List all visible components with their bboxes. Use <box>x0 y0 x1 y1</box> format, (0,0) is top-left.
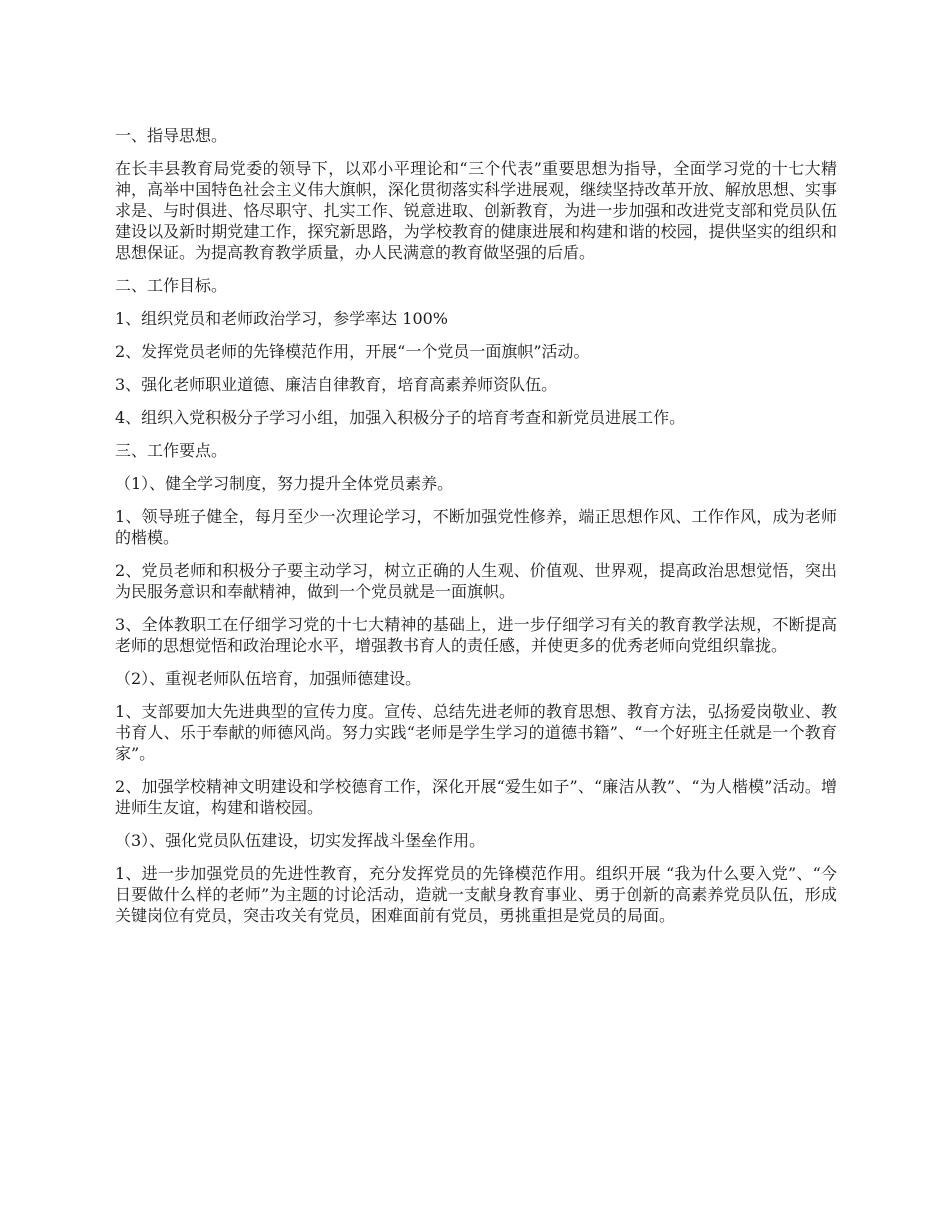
study-item-1: 1、领导班子健全，每月至少一次理论学习，不断加强党性修养，端正思想作风、工作作风，成为老师的楷模。 <box>115 507 837 547</box>
goal-item-2: 2、发挥党员老师的先锋模范作用，开展“一个党员一面旗帜”活动。 <box>115 342 590 361</box>
heading-work-points: 三、工作要点。 <box>115 441 228 460</box>
study-item-2: 2、党员老师和积极分子要主动学习，树立正确的人生观、价值观、世界观，提高政治思想觉悟，突出为民服务意识和奉献精神，做到一个党员就是一面旗帜。 <box>115 561 837 601</box>
subheading-study-system: （1）、健全学习制度，努力提升全体党员素养。 <box>115 474 454 493</box>
ethics-item-1: 1、支部要加大先进典型的宣传力度。宣传、总结先进老师的教育思想、教育方法，弘扬爱岗敬业、教书育人、乐于奉献的师德风尚。努力实践“老师是学生学习的道德书籍”、“一个好班主任就是一个教育家”。 <box>115 702 837 763</box>
paragraph-guiding-ideology: 在长丰县教育局党委的领导下，以邓小平理论和“三个代表”重要思想为指导，全面学习党的十七大精神，高举中国特色社会主义伟大旗帜，深化贯彻落实科学进展观，继续坚持改革开放、解放思想、实事求是、与时俱进、恪尽职守、扎实工作、锐意进取、创新教育，为进一步加强和改进党支部和党员队伍建设以及新时期党建工作，探究新思路，为学校教育的健康进展和构建和谐的校园，提供坚实的组织和思想保证。为提高教育教学质量，办人民满意的教育做坚强的后盾。 <box>115 159 837 262</box>
goal-item-4: 4、组织入党积极分子学习小组，加强入积极分子的培育考查和新党员进展工作。 <box>115 408 686 427</box>
goal-item-3: 3、强化老师职业道德、廉洁自律教育，培育高素养师资队伍。 <box>115 375 558 394</box>
subheading-teacher-ethics: （2）、重视老师队伍培育，加强师德建设。 <box>115 669 422 688</box>
heading-guiding-ideology: 一、指导思想。 <box>115 126 228 145</box>
goal-item-1: 1、组织党员和老师政治学习，参学率达 100% <box>115 309 449 328</box>
heading-work-goals: 二、工作目标。 <box>115 276 228 295</box>
ethics-item-2: 2、加强学校精神文明建设和学校德育工作，深化开展“爱生如子”、“廉洁从教”、“为人楷模”活动。增进师生友谊，构建和谐校园。 <box>115 777 837 817</box>
study-item-3: 3、全体教职工在仔细学习党的十七大精神的基础上，进一步仔细学习有关的教育教学法规，不断提高老师的思想觉悟和政治理论水平，增强教书育人的责任感，并使更多的优秀老师向党组织靠拢。 <box>115 615 837 655</box>
document-body <box>115 125 837 938</box>
party-item-1: 1、进一步加强党员的先进性教育，充分发挥党员的先锋模范作用。组织开展 “我为什么要入党”、“今日要做什么样的老师”为主题的讨论活动，造就一支献身教育事业、勇于创新的高素养党员队伍，形成关键岗位有党员，突击攻关有党员，困难面前有党员，勇挑重担是党员的局面。 <box>115 864 837 925</box>
subheading-party-building: （3）、强化党员队伍建设，切实发挥战斗堡垒作用。 <box>115 831 486 850</box>
